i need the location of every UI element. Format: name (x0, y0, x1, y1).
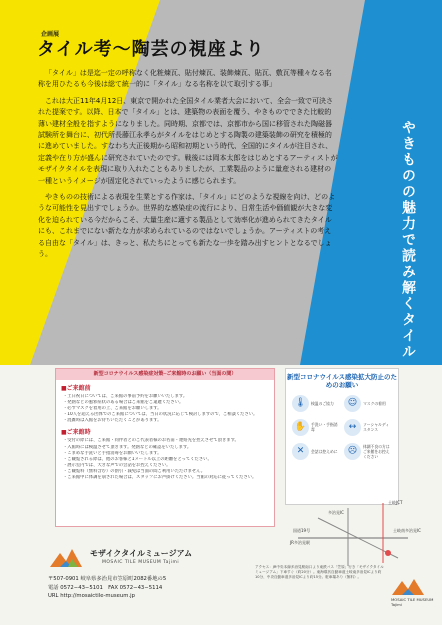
body-text (38, 68, 338, 266)
distance-icon: ↔ (344, 419, 361, 436)
map-label-ic-south: 土岐南多治見IC (393, 528, 421, 533)
request-label: マスクの着用 (363, 400, 386, 406)
exhibition-title: タイル考〜陶芸の視座より (37, 39, 265, 60)
before-visit-item: ・混雑時は入館をお待ちいただくことがあります。 (63, 418, 162, 424)
vertical-tagline: やきものの魅力で読み解くタイル (400, 120, 416, 360)
prevention-request-box (285, 368, 399, 505)
at-visit-item: ・こまめな手洗いと手指消毒をお願いいたします。 (63, 450, 162, 456)
request-item (292, 417, 340, 437)
museum-contact (48, 575, 166, 601)
mask-icon: ☺ (344, 395, 361, 412)
map-label-ic: 多治見IC (328, 510, 344, 515)
thermometer-icon: 🌡 (292, 395, 309, 412)
museum-url[interactable]: URL http://mosaictile-museum.jp (48, 593, 135, 600)
map-label-route: 国道19号 (293, 528, 311, 533)
request-label: 会話は控えめに (311, 448, 338, 454)
request-label: 体調不良の方はご来館をお控えください (363, 443, 390, 459)
before-visit-item: ・発熱などの風邪症状のある場合はご来館をご遠慮ください。 (63, 400, 184, 406)
at-visit-item: ・ご観覧料（無料含む）の割引・減免は当面の間ご利用いただけません。 (63, 468, 206, 474)
handwash-icon: ✋ (292, 419, 309, 436)
body-paragraph: やきものの技術による表現を生業とする作家は、「タイル」にどのような視線を向け、どのような可能性を見出すでしょうか。世界的な感染症の流行により、日常生活や価値観が大きな変化を迫られている今だからこそ、大量生産に適する製品として効率化が進められてきたタイルにも、これまでにない新たな力が求められているのではないでしょうか。アーティストの考える自由な「タイル」は、きっと、私たちにとっても新たな一歩を踏み出すヒントとなるでしょう。 (38, 193, 336, 259)
access-map (288, 498, 442, 568)
sick-icon: ☹ (344, 443, 361, 460)
request-label: 検温のご協力 (311, 400, 334, 406)
request-grid (292, 393, 392, 461)
at-visit-item: ・入館時には検温させて頂きます。発熱などの確認をいたします。 (63, 444, 192, 450)
notice-heading: 新型コロナウイルス感染症対策─ご来館時のお願い（当面の間） (56, 369, 274, 380)
museum-logo-text: MOSAIC TILE MUSEUM Tajimi (391, 597, 434, 607)
request-title: 新型コロナウイルス感染拡大防止のためのお願い (286, 373, 398, 389)
covid-notice-box (55, 368, 275, 527)
access-info: アクセス：JR中央本線多治見駅南口より東鉄バス「笠原」行き「モザイクタイルミュージアム」下車すぐ（約20分）。東海環状自動車道土岐南多治見ICより約10分、中央自動車道多治見ICより約15分。駐車場あり（無料）。 (255, 565, 384, 580)
before-visit-item: ・必ずマスクを着用の上、ご来館をお願いします。 (63, 406, 162, 412)
map-label-jr: JR多治見駅 (290, 540, 310, 545)
museum-address: 〒507-0901 岐阜県多治見市笠原町2082番地の5 (48, 576, 167, 582)
at-visit-item: ・展示室内では、大きな声での会話をお控えください。 (63, 462, 171, 468)
quiet-icon: ✕ (292, 443, 309, 460)
before-visit-title: ■ご来館前 (61, 385, 91, 392)
museum-logo-icon (48, 547, 84, 569)
at-visit-item: ・ご観覧される際は、他のお客様と1メートル以上の距離をとってください。 (63, 456, 212, 462)
at-visit-item: ・受付の際には、ご来館・同伴者とのご代表者様のお名前・連絡先を控えさせて頂きます。 (63, 438, 239, 444)
request-item (344, 417, 392, 437)
request-item (292, 393, 340, 413)
before-visit-item: ・10人を超える団体でのご来館については、当日の状況に応じて検討しますので、ご相談ください。 (63, 412, 258, 418)
request-item (344, 441, 392, 461)
body-paragraph: 「タイル」は是迄一定の呼称なく化粧煉瓦、貼付煉瓦、装飾煉瓦、貼瓦、敷瓦等種々なる名称を用ひたるも今後は総て統一的に「タイル」なる名称を以て取引する事」 (38, 69, 332, 89)
museum-logo-small-icon (388, 575, 428, 615)
exhibition-type-label: 企画展 (41, 31, 60, 38)
request-item (292, 441, 340, 461)
museum-name-en: MOSAIC TILE MUSEUM Tajimi (102, 560, 180, 565)
request-item (344, 393, 392, 413)
body-paragraph: これは大正11年4月12日、東京で開かれた全国タイル業者大会において、全会一致で可決された提案です。以降、日本で「タイル」とは、建築物の表面を覆う、やきものでできた比較的薄い建材全般を指すようになりました。同時期、京都では、京都市から国に移管された陶磁器試験所を舞台に、初代所長藤江永孝らがタイルをはじめとする陶製の建築装飾の研究を積極的に進めていました。すなわち大正後期から昭和初期という時代、全国的にタイルが注目され、定義や在り方が盛んに研究されていたのです。戦後には岡本太郎をはじめとするアーティストがモザイクタイルを表現に取り入れたこともありましたが、工業製品のように量産される建材の一種というイメージが固定化されていったように感じられます。 (38, 96, 338, 185)
map-label-jct: 土岐JCT (388, 500, 403, 505)
request-label: ソーシャルディスタンス (363, 422, 390, 432)
at-visit-item: ・ご来館中に体調を崩された場合は、スタッフにお声掛けください。当館の対応に従ってください。 (63, 475, 257, 481)
at-visit-title: ■ご来館時 (61, 429, 91, 437)
museum-name: モザイクタイルミュージアム (90, 549, 193, 558)
museum-phone: 電話 0572−43−5101 FAX 0572−43−5114 (48, 584, 163, 591)
before-visit-item: ・土日祝日については、ご来館の事前予約をお願いいたします。 (63, 394, 188, 399)
request-label: 手洗い・手指消毒 (311, 422, 338, 432)
